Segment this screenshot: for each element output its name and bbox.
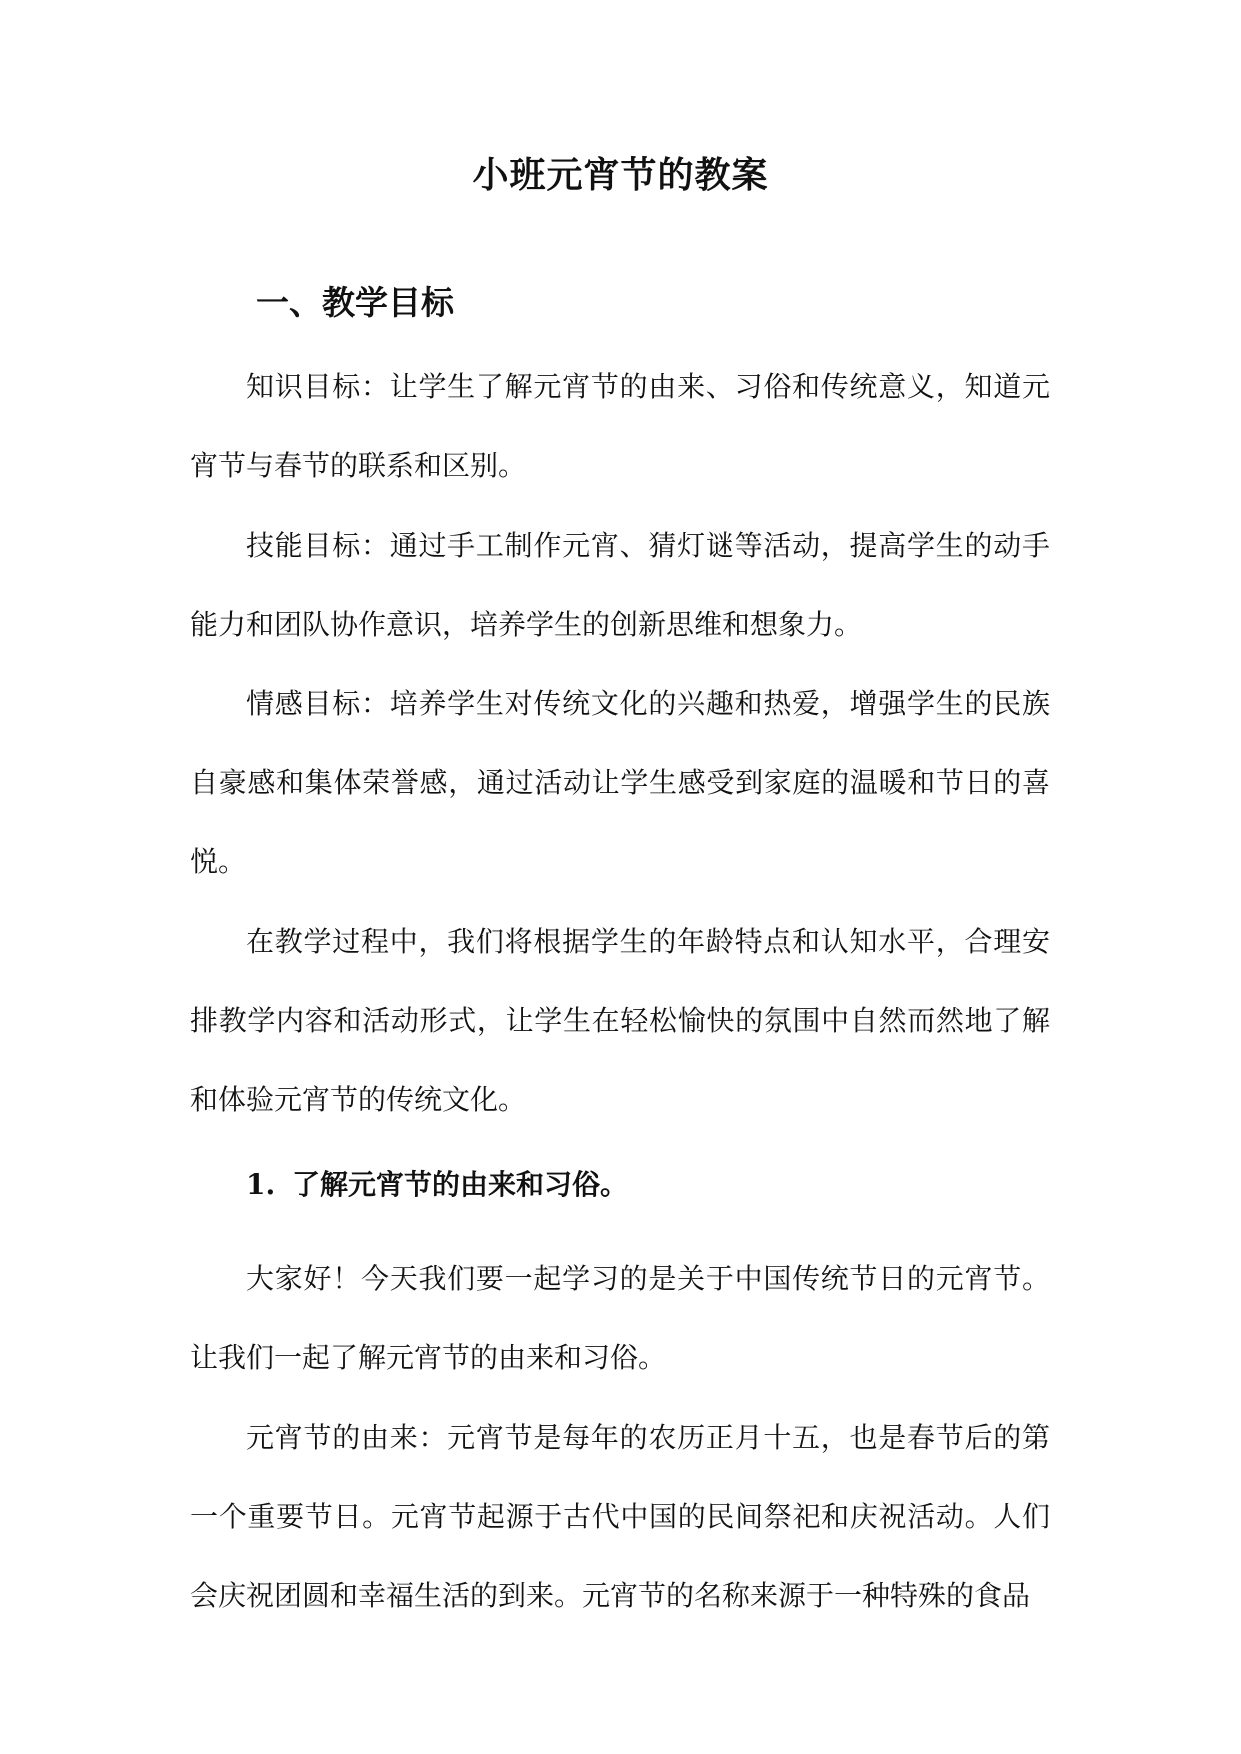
section-heading-teaching-goals: 一、教学目标 xyxy=(256,283,454,322)
paragraph-knowledge-goal: 知识目标：让学生了解元宵节的由来、习俗和传统意义，知道元宵节与春节的联系和区别。 xyxy=(190,370,1050,482)
paragraph-skill-goal: 技能目标：通过手工制作元宵、猜灯谜等活动，提高学生的动手能力和团队协作意识，培养学生的创新思维和想象力。 xyxy=(190,529,1050,641)
paragraph-emotion-goal: 情感目标：培养学生对传统文化的兴趣和热爱，增强学生的民族自豪感和集体荣誉感，通过活动让学生感受到家庭的温暖和节日的喜悦。 xyxy=(190,687,1050,878)
paragraph-teaching-process: 在教学过程中，我们将根据学生的年龄特点和认知水平，合理安排教学内容和活动形式，让学生在轻松愉快的氛围中自然而然地了解和体验元宵节的传统文化。 xyxy=(190,925,1050,1116)
subsection-heading-origin-customs xyxy=(246,1160,628,1210)
document-title: 小班元宵节的教案 xyxy=(472,154,769,196)
subsection-number: 1. xyxy=(246,1168,276,1201)
subsection-title: 了解元宵节的由来和习俗。 xyxy=(292,1168,629,1201)
paragraph-origin: 元宵节的由来：元宵节是每年的农历正月十五，也是春节后的第一个重要节日。元宵节起源于古代中国的民间祭祀和庆祝活动。人们会庆祝团圆和幸福生活的到来。元宵节的名称来源于一种特殊的食品 xyxy=(190,1421,1050,1612)
paragraph-greeting: 大家好！今天我们要一起学习的是关于中国传统节日的元宵节。让我们一起了解元宵节的由来和习俗。 xyxy=(190,1262,1050,1374)
